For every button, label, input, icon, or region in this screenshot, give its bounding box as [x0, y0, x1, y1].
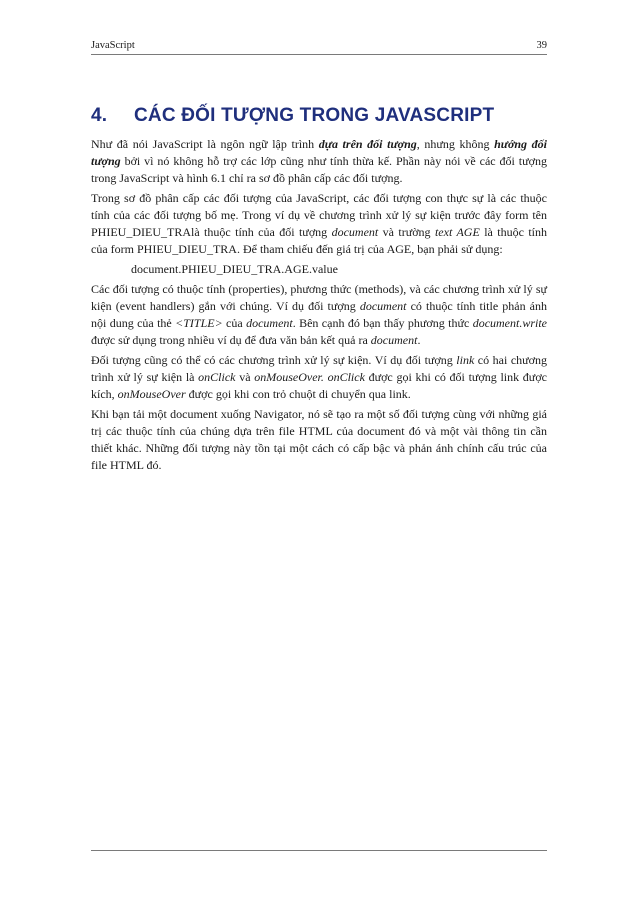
text-run: và trường	[378, 225, 435, 239]
italic-text: onMouseOver	[117, 387, 186, 401]
italic-text: <TITLE>	[175, 316, 223, 330]
text-run: là thuộc tính của form PHIEU_DIEU_TRA. Để tham chiếu đến giá trị của AGE, bạn phải sử dụng:	[91, 225, 547, 256]
italic-text: onClick	[198, 370, 236, 384]
paragraph-3	[91, 281, 547, 349]
italic-text: link	[456, 353, 475, 367]
text-run: , nhưng không	[416, 137, 495, 151]
header-title: JavaScript	[91, 40, 135, 51]
text-run: được sử dụng trong nhiều ví dụ để đưa văn bản kết quả ra	[91, 333, 371, 347]
code-line: document.PHIEU_DIEU_TRA.AGE.value	[131, 262, 338, 276]
text-run: .	[417, 333, 421, 347]
page-number: 39	[536, 40, 547, 51]
paragraph-5: Khi bạn tải một document xuống Navigator, nó sẽ tạo ra một số đối tượng cùng với những giá trị các thuộc tính của chúng dựa trên file HTML của document đó và một vài thông tin cần thiết khác. Những đối tượng này tồn tại một cách có cấp bậc và phản ánh chính cấu trúc của file HTML đó.	[91, 407, 547, 472]
italic-text: document	[359, 299, 407, 313]
italic-text: document	[246, 316, 293, 330]
section-heading	[91, 105, 547, 127]
paragraph-1	[91, 136, 547, 187]
italic-text: document	[370, 333, 418, 347]
paragraph-2	[91, 190, 547, 258]
section-number: 4.	[91, 105, 108, 126]
text-run: Các đối tượng có thuộc tính (properties), phương thức (methods), và các chương trình xử lý sự kiện (event handlers) gắn với chúng. Ví dụ đối tượng	[91, 282, 547, 313]
text-run: bởi vì nó không hỗ trợ các lớp cũng như tính thừa kế. Phần này nói về các đối tượng trong JavaScript và hình 6.1 chỉ ra sơ đồ phân cấp các đối tượng.	[91, 154, 547, 185]
emphasis-text: hướng đối tượng	[91, 137, 547, 168]
text-run: Đối tượng cũng có thể có các chương trình xử lý sự kiện. Ví dụ đối tượng	[91, 353, 457, 367]
section-title: CÁC ĐỐI TƯỢNG TRONG JAVASCRIPT	[134, 105, 495, 126]
page-header	[91, 40, 547, 55]
italic-text: document.write	[472, 316, 548, 330]
text-run: có thuộc tính title phản ánh nội dung của thẻ	[91, 299, 547, 330]
text-run: của	[222, 316, 247, 330]
emphasis-text: dựa trên đối tượng	[318, 137, 417, 151]
italic-text: text AGE	[434, 225, 480, 239]
footer-rule	[91, 850, 547, 851]
text-run: và	[235, 370, 255, 384]
text-run: được gọi khi con trỏ chuột di chuyển qua link.	[185, 387, 411, 401]
text-run: Trong sơ đồ phân cấp các đối tượng của JavaScript, các đối tượng con thực sự là các thuộc tính của các đối tượng bố mẹ. Trong ví dụ về chương trình xử lý sự kiện trước đây form tên PHIEU_DIEU_TRAlà thuộc tính của đối tượng	[91, 191, 547, 239]
text-run: Như đã nói JavaScript là ngôn ngữ lập trình	[91, 137, 319, 151]
italic-text: document	[331, 225, 379, 239]
paragraph-4	[91, 352, 547, 403]
page-content	[91, 105, 547, 477]
text-run: được gọi khi có đối tượng link được kích,	[91, 370, 547, 401]
text-run: có hai chương trình xử lý sự kiện là	[91, 353, 547, 384]
italic-text: onMouseOver. onClick	[254, 370, 365, 384]
text-run: . Bên cạnh đó bạn thấy phương thức	[292, 316, 473, 330]
